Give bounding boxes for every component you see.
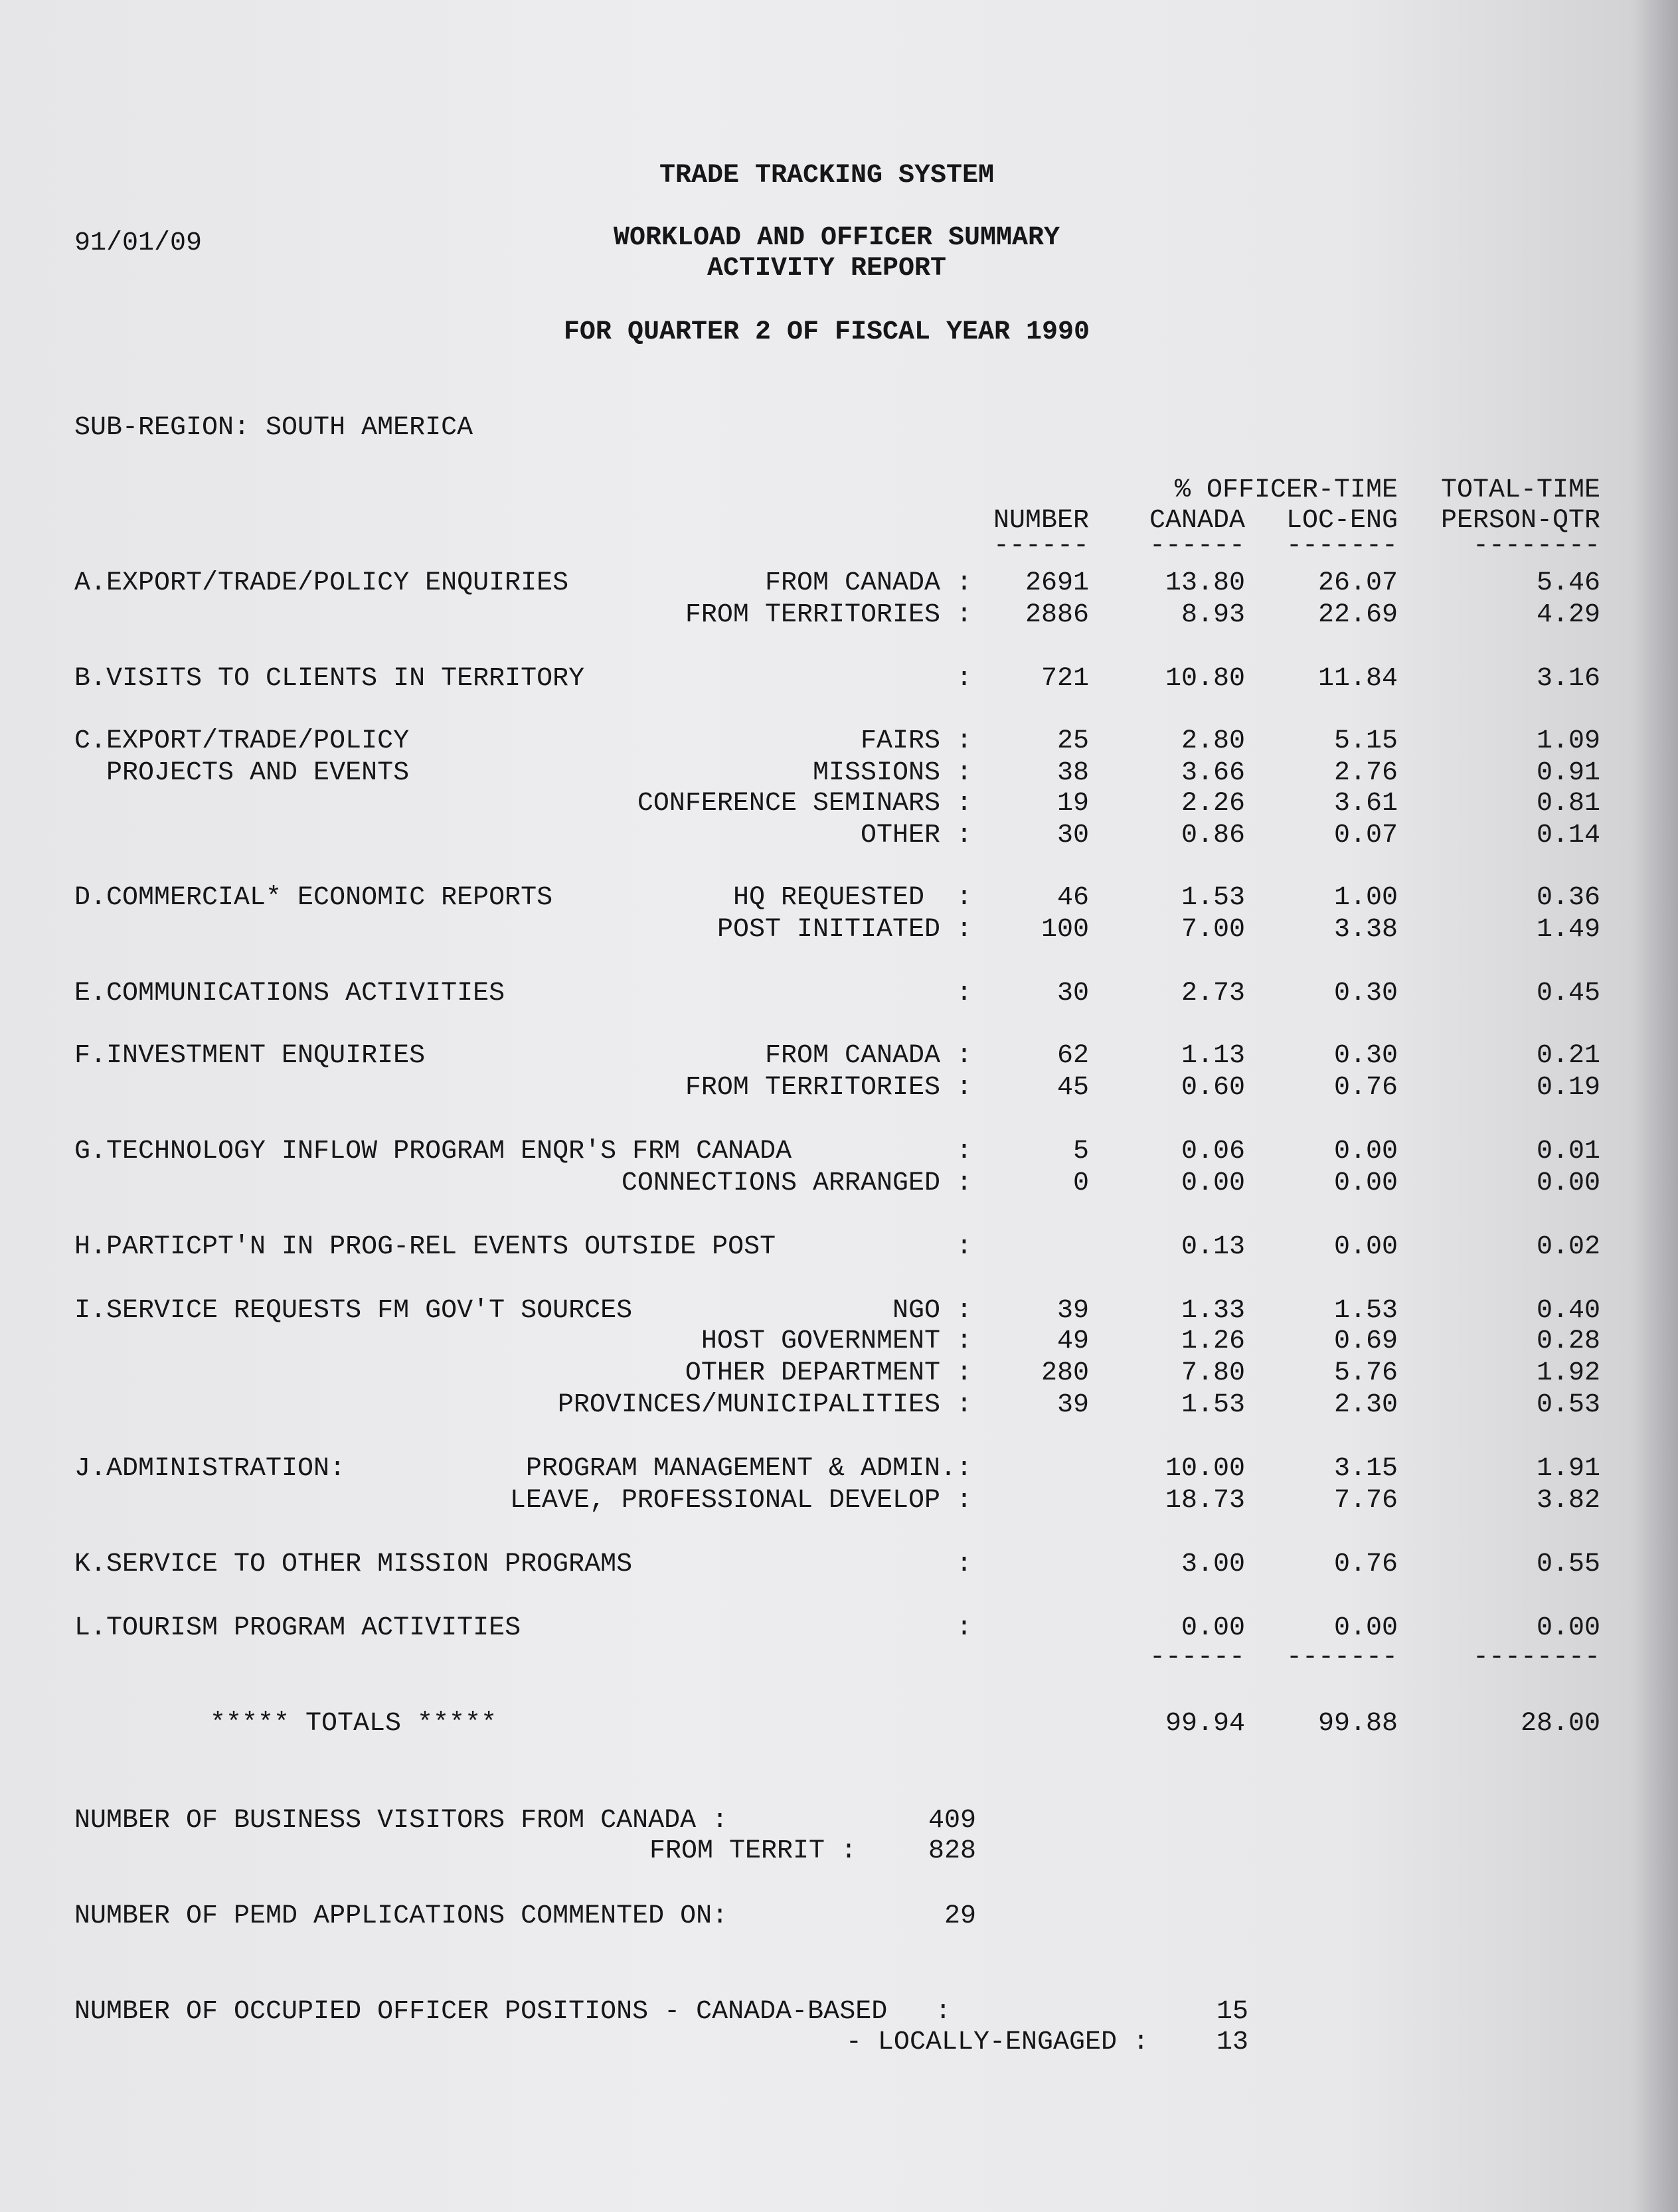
- sub-region: SUB-REGION: SOUTH AMERICA: [74, 413, 473, 443]
- row-number: 46: [1056, 883, 1089, 913]
- row-sublabel: NGO :: [892, 1296, 972, 1326]
- row-number: 38: [1056, 758, 1089, 788]
- row-canada: 0.00: [1181, 1168, 1245, 1198]
- row-loc-eng: 3.15: [1333, 1454, 1398, 1484]
- report-period: FOR QUARTER 2 OF FISCAL YEAR 1990: [563, 317, 1090, 347]
- row-total-time: 0.00: [1536, 1168, 1600, 1198]
- col-rule-loc-eng: -------: [1286, 531, 1398, 561]
- row-label: E.COMMUNICATIONS ACTIVITIES: [74, 979, 505, 1008]
- row-sublabel: FROM TERRITORIES :: [685, 600, 972, 630]
- row-total-time: 3.82: [1536, 1486, 1600, 1516]
- row-canada: 7.80: [1181, 1358, 1245, 1388]
- system-title: TRADE TRACKING SYSTEM: [659, 161, 995, 191]
- row-canada: 1.53: [1181, 883, 1245, 913]
- row-label: K.SERVICE TO OTHER MISSION PROGRAMS: [74, 1549, 633, 1579]
- row-sublabel: :: [956, 1137, 972, 1166]
- row-number: 100: [1041, 915, 1089, 945]
- row-sublabel: FAIRS :: [860, 726, 972, 756]
- row-canada: 0.60: [1181, 1073, 1245, 1103]
- row-sublabel: PROGRAM MANAGEMENT & ADMIN.:: [525, 1454, 972, 1484]
- row-canada: 0.13: [1181, 1232, 1245, 1262]
- row-canada: 0.86: [1181, 821, 1245, 850]
- row-loc-eng: 7.76: [1333, 1486, 1398, 1516]
- row-number: 2886: [1025, 600, 1089, 630]
- row-total-time: 1.49: [1536, 915, 1600, 945]
- row-loc-eng: 0.00: [1333, 1137, 1398, 1166]
- row-number: 5: [1072, 1137, 1089, 1166]
- row-canada: 8.93: [1181, 600, 1245, 630]
- row-loc-eng: 0.00: [1333, 1232, 1398, 1262]
- row-loc-eng: 3.61: [1333, 789, 1398, 819]
- row-label: PROJECTS AND EVENTS: [74, 758, 410, 788]
- row-canada: 18.73: [1165, 1486, 1245, 1516]
- row-total-time: 4.29: [1536, 600, 1600, 630]
- row-number: 0: [1072, 1168, 1089, 1198]
- row-canada: 1.26: [1181, 1326, 1245, 1356]
- row-total-time: 1.09: [1536, 726, 1600, 756]
- positions-label: NUMBER OF OCCUPIED OFFICER POSITIONS - CANADA-BASED :: [74, 1997, 952, 2027]
- row-loc-eng: 2.30: [1333, 1390, 1398, 1420]
- row-total-time: 3.16: [1536, 664, 1600, 694]
- row-sublabel: FROM CANADA :: [764, 568, 972, 598]
- row-label: J.ADMINISTRATION:: [74, 1454, 346, 1484]
- row-number: 2691: [1025, 568, 1089, 598]
- row-sublabel: :: [956, 979, 972, 1008]
- totals-rule-total-time: --------: [1472, 1642, 1600, 1672]
- row-sublabel: OTHER DEPARTMENT :: [685, 1358, 972, 1388]
- row-total-time: 0.45: [1536, 979, 1600, 1008]
- report-title-line-2: ACTIVITY REPORT: [707, 254, 947, 283]
- row-total-time: 0.14: [1536, 821, 1600, 850]
- row-label: D.COMMERCIAL* ECONOMIC REPORTS: [74, 883, 553, 913]
- col-rule-total-time: --------: [1472, 531, 1600, 561]
- row-label: C.EXPORT/TRADE/POLICY: [74, 726, 410, 756]
- row-canada: 2.80: [1181, 726, 1245, 756]
- row-number: 721: [1041, 664, 1089, 694]
- row-number: 39: [1056, 1296, 1089, 1326]
- row-total-time: 0.91: [1536, 758, 1600, 788]
- row-total-time: 5.46: [1536, 568, 1600, 598]
- row-label: B.VISITS TO CLIENTS IN TERRITORY: [74, 664, 585, 694]
- row-sublabel: CONFERENCE SEMINARS :: [637, 789, 972, 819]
- row-sublabel: HQ REQUESTED :: [732, 883, 972, 913]
- pemd-value: 29: [944, 1901, 976, 1931]
- row-loc-eng: 0.00: [1333, 1613, 1398, 1643]
- row-loc-eng: 0.76: [1333, 1073, 1398, 1103]
- row-label: H.PARTICPT'N IN PROG-REL EVENTS OUTSIDE POST: [74, 1232, 776, 1262]
- report-title-line-1: WORKLOAD AND OFFICER SUMMARY: [613, 223, 1060, 253]
- row-number: 39: [1056, 1390, 1089, 1420]
- row-total-time: 0.01: [1536, 1137, 1600, 1166]
- totals-canada: 99.94: [1165, 1709, 1245, 1739]
- row-canada: 1.53: [1181, 1390, 1245, 1420]
- row-canada: 2.26: [1181, 789, 1245, 819]
- positions-canada-value: 15: [1216, 1997, 1248, 2027]
- row-label: A.EXPORT/TRADE/POLICY ENQUIRIES: [74, 568, 569, 598]
- totals-label: ***** TOTALS *****: [210, 1709, 497, 1739]
- row-total-time: 0.00: [1536, 1613, 1600, 1643]
- row-sublabel: MISSIONS :: [812, 758, 972, 788]
- row-sublabel: OTHER :: [860, 821, 972, 850]
- row-loc-eng: 5.15: [1333, 726, 1398, 756]
- row-canada: 3.00: [1181, 1549, 1245, 1579]
- totals-rule-loc-eng: -------: [1286, 1642, 1398, 1672]
- row-sublabel: CONNECTIONS ARRANGED :: [621, 1168, 972, 1198]
- row-canada: 13.80: [1165, 568, 1245, 598]
- row-total-time: 0.53: [1536, 1390, 1600, 1420]
- positions-local-value: 13: [1216, 2027, 1248, 2057]
- pemd-label: NUMBER OF PEMD APPLICATIONS COMMENTED ON:: [74, 1901, 728, 1931]
- row-total-time: 0.36: [1536, 883, 1600, 913]
- row-canada: 0.06: [1181, 1137, 1245, 1166]
- row-sublabel: LEAVE, PROFESSIONAL DEVELOP :: [509, 1486, 972, 1516]
- row-loc-eng: 0.00: [1333, 1168, 1398, 1198]
- row-sublabel: :: [956, 1232, 972, 1262]
- row-sublabel: :: [956, 1549, 972, 1579]
- row-sublabel: :: [956, 1613, 972, 1643]
- row-sublabel: HOST GOVERNMENT :: [701, 1326, 972, 1356]
- row-canada: 0.00: [1181, 1613, 1245, 1643]
- row-loc-eng: 22.69: [1317, 600, 1398, 630]
- totals-total-time: 28.00: [1520, 1709, 1600, 1739]
- positions-local-label: - LOCALLY-ENGAGED :: [845, 2027, 1149, 2057]
- row-sublabel: FROM CANADA :: [764, 1041, 972, 1071]
- row-sublabel: :: [956, 664, 972, 694]
- row-loc-eng: 26.07: [1317, 568, 1398, 598]
- totals-loc-eng: 99.88: [1317, 1709, 1398, 1739]
- report-date: 91/01/09: [74, 228, 203, 258]
- row-number: 25: [1056, 726, 1089, 756]
- row-total-time: 1.91: [1536, 1454, 1600, 1484]
- row-loc-eng: 11.84: [1317, 664, 1398, 694]
- row-number: 19: [1056, 789, 1089, 819]
- row-canada: 3.66: [1181, 758, 1245, 788]
- visitors-canada-value: 409: [928, 1806, 976, 1836]
- col-header-person-qtr: PERSON-QTR: [1440, 506, 1600, 536]
- col-rule-canada: ------: [1149, 531, 1245, 561]
- col-rule-number: ------: [993, 531, 1089, 561]
- visitors-label: NUMBER OF BUSINESS VISITORS FROM CANADA :: [74, 1806, 728, 1836]
- row-label: G.TECHNOLOGY INFLOW PROGRAM ENQR'S FRM CANADA: [74, 1137, 792, 1166]
- row-total-time: 0.55: [1536, 1549, 1600, 1579]
- row-canada: 1.13: [1181, 1041, 1245, 1071]
- row-total-time: 0.19: [1536, 1073, 1600, 1103]
- row-total-time: 0.21: [1536, 1041, 1600, 1071]
- row-loc-eng: 0.30: [1333, 979, 1398, 1008]
- row-number: 45: [1056, 1073, 1089, 1103]
- row-canada: 10.80: [1165, 664, 1245, 694]
- col-header-total-time: TOTAL-TIME: [1440, 475, 1600, 505]
- col-header-loc-eng: LOC-ENG: [1286, 506, 1398, 536]
- row-number: 30: [1056, 979, 1089, 1008]
- row-label: I.SERVICE REQUESTS FM GOV'T SOURCES: [74, 1296, 633, 1326]
- row-loc-eng: 3.38: [1333, 915, 1398, 945]
- visitors-territ-value: 828: [928, 1836, 976, 1866]
- totals-rule-canada: ------: [1149, 1642, 1245, 1672]
- row-sublabel: PROVINCES/MUNICIPALITIES :: [557, 1390, 972, 1420]
- row-loc-eng: 0.30: [1333, 1041, 1398, 1071]
- row-canada: 2.73: [1181, 979, 1245, 1008]
- row-total-time: 0.28: [1536, 1326, 1600, 1356]
- row-sublabel: POST INITIATED :: [716, 915, 972, 945]
- row-total-time: 0.40: [1536, 1296, 1600, 1326]
- row-number: 62: [1056, 1041, 1089, 1071]
- row-number: 49: [1056, 1326, 1089, 1356]
- row-canada: 10.00: [1165, 1454, 1245, 1484]
- row-total-time: 1.92: [1536, 1358, 1600, 1388]
- row-canada: 7.00: [1181, 915, 1245, 945]
- row-loc-eng: 0.69: [1333, 1326, 1398, 1356]
- row-total-time: 0.81: [1536, 789, 1600, 819]
- row-loc-eng: 2.76: [1333, 758, 1398, 788]
- row-number: 280: [1041, 1358, 1089, 1388]
- row-canada: 1.33: [1181, 1296, 1245, 1326]
- col-header-officer-time: % OFFICER-TIME: [1174, 475, 1398, 505]
- row-loc-eng: 0.07: [1333, 821, 1398, 850]
- row-label: F.INVESTMENT ENQUIRIES: [74, 1041, 426, 1071]
- row-loc-eng: 1.00: [1333, 883, 1398, 913]
- row-loc-eng: 5.76: [1333, 1358, 1398, 1388]
- row-sublabel: FROM TERRITORIES :: [685, 1073, 972, 1103]
- row-number: 30: [1056, 821, 1089, 850]
- col-header-canada: CANADA: [1149, 506, 1245, 536]
- visitors-territ-label: FROM TERRIT :: [649, 1836, 857, 1866]
- row-total-time: 0.02: [1536, 1232, 1600, 1262]
- row-loc-eng: 1.53: [1333, 1296, 1398, 1326]
- row-loc-eng: 0.76: [1333, 1549, 1398, 1579]
- col-header-number: NUMBER: [993, 506, 1089, 536]
- row-label: L.TOURISM PROGRAM ACTIVITIES: [74, 1613, 521, 1643]
